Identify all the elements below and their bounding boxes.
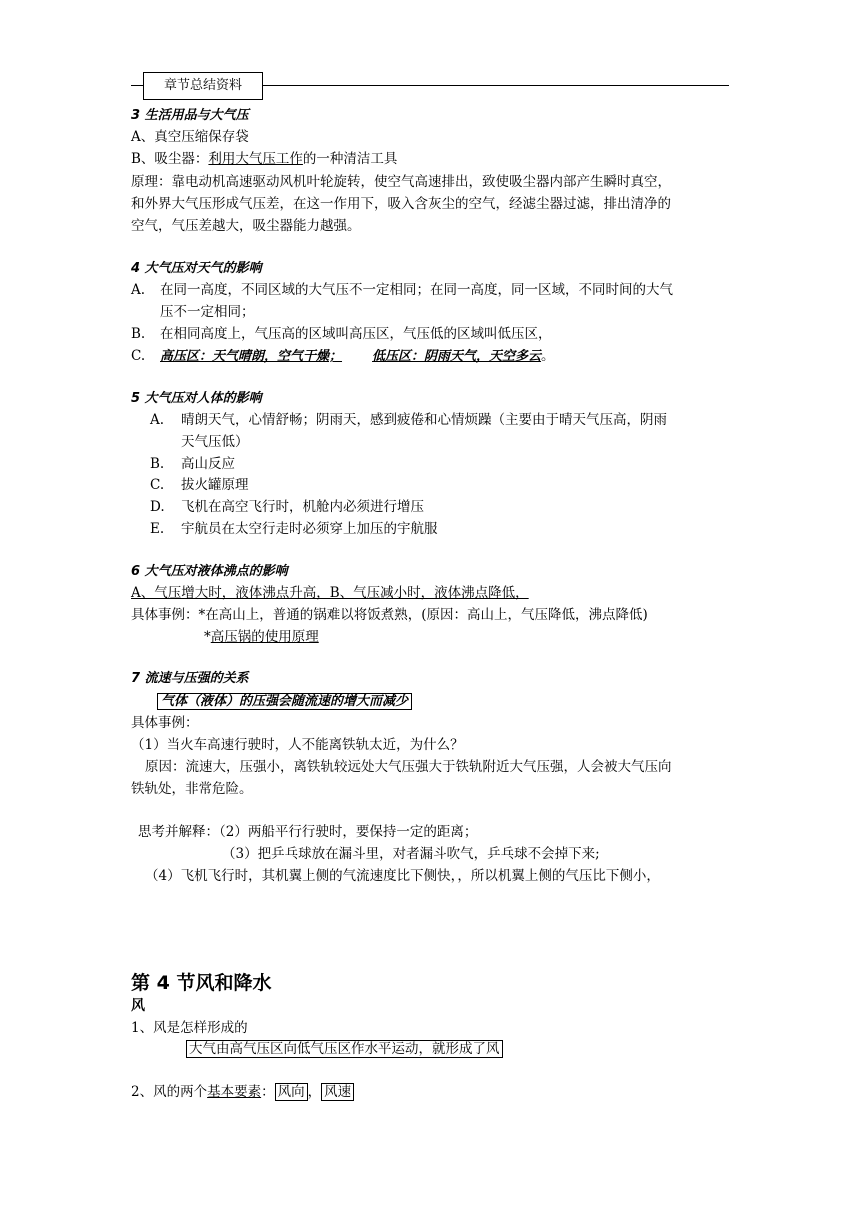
s5-item-a-mark: A. [150, 412, 165, 428]
wind-answer-1-box: 大气由高气压区向低气压区作水平运动，就形成了风 [186, 1040, 503, 1058]
s4-c-mark: C. [131, 348, 146, 364]
s6-example-2-text: 高压锅的使用原理 [210, 629, 319, 645]
s4-a-line2: 压不一定相同； [160, 304, 255, 320]
header-label: 章节总结资料 [163, 78, 242, 93]
wind-q2-comma: ， [307, 1084, 322, 1100]
s7-boxed-text: 气体（液体）的压强会随流速的增大而减少 [157, 693, 412, 710]
s4-a-mark: A. [131, 282, 146, 298]
s3-item-a: A、真空压缩保存袋 [131, 129, 249, 145]
s4-a-line1: 在同一高度，不同区域的大气压不一定相同；在同一高度，同一区域，不同时间的大气 [160, 282, 673, 298]
section-5-title: 5 大气压对人体的影响 [131, 391, 262, 406]
s6-example-label: 具体事例： [131, 607, 199, 623]
s5-item-c-mark: C. [150, 477, 165, 493]
s3-b-underline: 利用大气压工作 [208, 151, 303, 167]
s6-example-2 [204, 627, 319, 647]
section-6-title: 6 大气压对液体沸点的影响 [131, 564, 288, 579]
wind-q2-underline: 基本要素 [207, 1084, 262, 1100]
s7-example-label: 具体事例： [131, 715, 199, 731]
wind-speed-box: 风速 [321, 1083, 354, 1101]
s5-item-a-line2: 天气压低） [181, 434, 249, 450]
wind-subtitle: 风 [131, 998, 145, 1014]
s3-principle-line3: 空气，气压差越大，吸尘器能力越强。 [131, 218, 361, 234]
s4-b-mark: B. [131, 326, 146, 342]
s7-question-1: （1）当火车高速行驶时，人不能离铁轨太近，为什么？ [131, 737, 464, 753]
s4-c-line [160, 346, 555, 367]
s4-c-low: 低压区：阴雨天气，天空多云 [372, 349, 542, 364]
s6-example [131, 605, 648, 625]
s5-item-e-mark: E. [150, 521, 165, 537]
wind-direction-box: 风向 [275, 1083, 308, 1101]
wind-question-2 [131, 1082, 354, 1102]
s7-question-4: （4）飞机飞行时，其机翼上侧的气流速度比下侧快，，所以机翼上侧的气压比下侧小， [145, 868, 660, 884]
header-label-box [143, 72, 263, 100]
s5-item-a-line1: 晴朗天气，心情舒畅；阴雨天，感到疲倦和心情烦躁（主要由于晴天气压高，阴雨 [181, 412, 667, 428]
section-7-title: 7 流速与压强的关系 [131, 671, 249, 686]
s7-boxed-principle [157, 691, 412, 712]
s3-b-prefix: B、吸尘器： [131, 151, 209, 167]
s7-think-explain: 思考并解释：（2）两船平行行驶时，要保持一定的距离； [138, 824, 478, 840]
s5-item-b-mark: B. [150, 456, 165, 472]
s5-item-b: 高山反应 [181, 456, 235, 472]
s3-item-b [131, 149, 397, 169]
s7-reason-line2: 铁轨处，非常危险。 [131, 781, 253, 797]
s5-item-d-mark: D. [150, 499, 165, 515]
s3-b-suffix: 的一种清洁工具 [302, 151, 398, 167]
s6-example-2-star: * [204, 629, 211, 645]
s7-reason-line1: 原因：流速大，压强小，离铁轨较远处大气压强大于铁轨附近大气压强，人会被大气压向 [145, 759, 672, 775]
s4-c-high: 高压区：天气晴朗，空气干燥； [160, 349, 343, 364]
section-4-title: 4 大气压对天气的影响 [131, 261, 262, 276]
s4-c-end: 。 [541, 348, 555, 364]
s4-b-line: 在相同高度上，气压高的区域叫高压区，气压低的区域叫低压区， [160, 326, 552, 342]
s3-principle-line2: 和外界大气压形成气压差，在这一作用下，吸入含灰尘的空气，经滤尘器过滤，排出清净的 [131, 196, 671, 212]
section-3-title: 3 生活用品与大气压 [131, 108, 249, 123]
s5-item-e: 宇航员在太空行走时必须穿上加压的宇航服 [181, 521, 438, 537]
wind-q2-colon: ： [261, 1084, 275, 1100]
s6-example-1: *在高山上，普通的锅难以将饭煮熟，(原因：高山上，气压降低，沸点降低) [198, 607, 648, 623]
s6-line-a: A、气压增大时，液体沸点升高，B、气压减小时，液体沸点降低， [131, 585, 529, 601]
wind-q2-prefix: 2、风的两个 [131, 1084, 208, 1100]
chapter-section-title: 第 4 节风和降水 [131, 972, 272, 994]
s3-principle-line1: 原理：靠电动机高速驱动风机叶轮旋转，使空气高速排出，致使吸尘器内部产生瞬时真空， [131, 174, 671, 190]
s5-item-d: 飞机在高空飞行时，机舱内必须进行增压 [181, 499, 424, 515]
wind-answer-1 [186, 1039, 503, 1059]
s7-question-3: （3）把乒乓球放在漏斗里，对者漏斗吹气，乒乓球不会掉下来; [222, 846, 600, 862]
s5-item-c: 拔火罐原理 [181, 477, 249, 493]
wind-question-1: 1、风是怎样形成的 [131, 1020, 248, 1036]
